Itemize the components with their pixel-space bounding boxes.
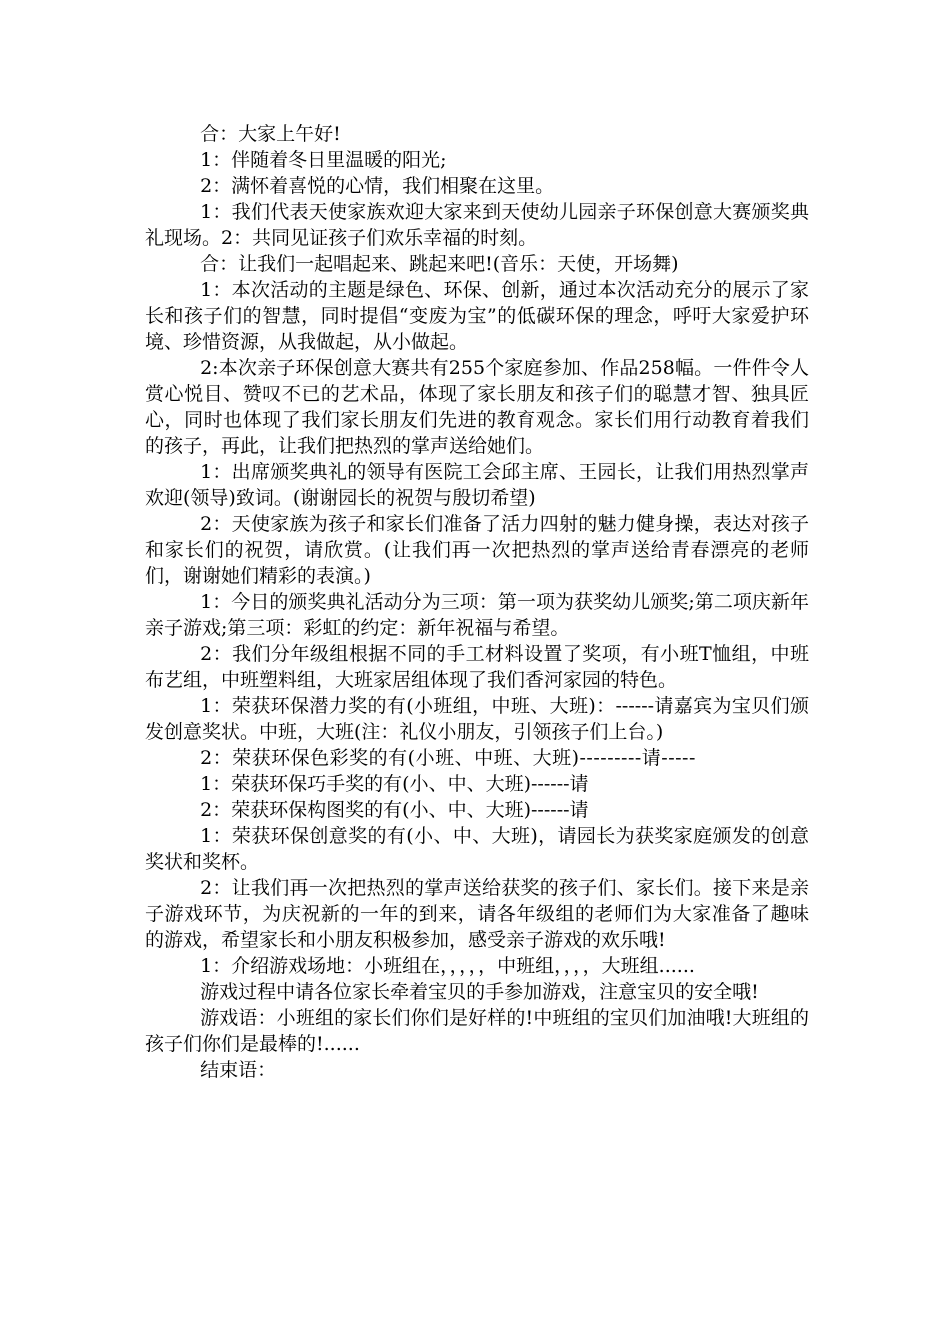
paragraph-host2-gathering: 2：满怀着喜悦的心情，我们相聚在这里。 [200, 175, 555, 197]
paragraph-award-groups: 2：我们分年级组根据不同的手工材料设置了奖项，有小班T恤组，中班布艺组，中班塑料组，大班家居组体现了我们香河家园的特色。 [145, 643, 809, 691]
paragraph-fitness-show: 2：天使家族为孩子和家长们准备了活力四射的魅力健身操，表达对孩子和家长们的祝贺，请欣赏。(让我们再一次把热烈的掌声送给青春漂亮的老师们，谢谢她们精彩的表演。) [145, 513, 809, 587]
paragraph-potential-award: 1：荣获环保潜力奖的有(小班组，中班、大班)：------请嘉宾为宝贝们颁发创意奖状。中班，大班(注：礼仪小朋友，引领孩子们上台。) [145, 695, 809, 743]
paragraph-creative-award: 1：荣获环保创意奖的有(小、中、大班)，请园长为获奖家庭颁发的创意奖状和奖杯。 [145, 825, 809, 873]
paragraph-game-safety: 游戏过程中请各位家长牵着宝贝的手参加游戏，注意宝贝的安全哦! [200, 981, 759, 1003]
paragraph-theme: 1：本次活动的主题是绿色、环保、创新，通过本次活动充分的展示了家长和孩子们的智慧，同时提倡“变废为宝”的低碳环保的理念，呼吁大家爱护环境、珍惜资源，从我做起，从小做起。 [145, 279, 809, 353]
paragraph-agenda: 1：今日的颁奖典礼活动分为三项：第一项为获奖幼儿颁奖;第二项庆新年亲子游戏;第三项：彩虹的约定：新年祝福与希望。 [145, 591, 809, 639]
paragraph-welcome: 1：我们代表天使家族欢迎大家来到天使幼儿园亲子环保创意大赛颁奖典礼现场。2：共同见证孩子们欢乐幸福的时刻。 [145, 201, 809, 249]
paragraph-leader-speech: 1：出席颁奖典礼的领导有医院工会邱主席、王园长，让我们用热烈掌声欢迎(领导)致词。(谢谢园长的祝贺与殷切希望) [145, 461, 809, 509]
document-page [145, 121, 809, 1083]
paragraph-game-intro: 2：让我们再一次把热烈的掌声送给获奖的孩子们、家长们。接下来是亲子游戏环节，为庆祝新的一年的到来，请各年级组的老师们为大家准备了趣味的游戏，希望家长和小朋友积极参加，感受亲子游戏的欢乐哦! [145, 877, 809, 951]
paragraph-color-award: 2：荣获环保色彩奖的有(小班、中班、大班)---------请----- [200, 747, 696, 769]
paragraph-composition-award: 2：荣获环保构图奖的有(小、中、大班)------请 [200, 799, 589, 821]
paragraph-game-slogan: 游戏语：小班组的家长们你们是好样的!中班组的宝贝们加油哦!大班组的孩子们你们是最棒的!...... [145, 1007, 809, 1055]
paragraph-host1-sunshine: 1：伴随着冬日里温暖的阳光; [200, 149, 447, 171]
paragraph-opening-dance: 合：让我们一起唱起来、跳起来吧!(音乐：天使，开场舞) [200, 253, 679, 275]
paragraph-opening-greeting: 合：大家上午好! [200, 123, 341, 145]
paragraph-game-venues: 1：介绍游戏场地：小班组在，，，，，中班组，，，，大班组...... [200, 955, 695, 977]
paragraph-craft-award: 1：荣获环保巧手奖的有(小、中、大班)------请 [200, 773, 589, 795]
paragraph-closing-heading: 结束语： [200, 1059, 277, 1081]
paragraph-participation: 2:本次亲子环保创意大赛共有255个家庭参加、作品258幅。一件件令人赏心悦目、赞叹不已的艺术品，体现了家长朋友和孩子们的聪慧才智、独具匠心，同时也体现了我们家长朋友们先进的教育观念。家长们用行动教育着我们的孩子，再此，让我们把热烈的掌声送给她们。 [145, 357, 809, 457]
